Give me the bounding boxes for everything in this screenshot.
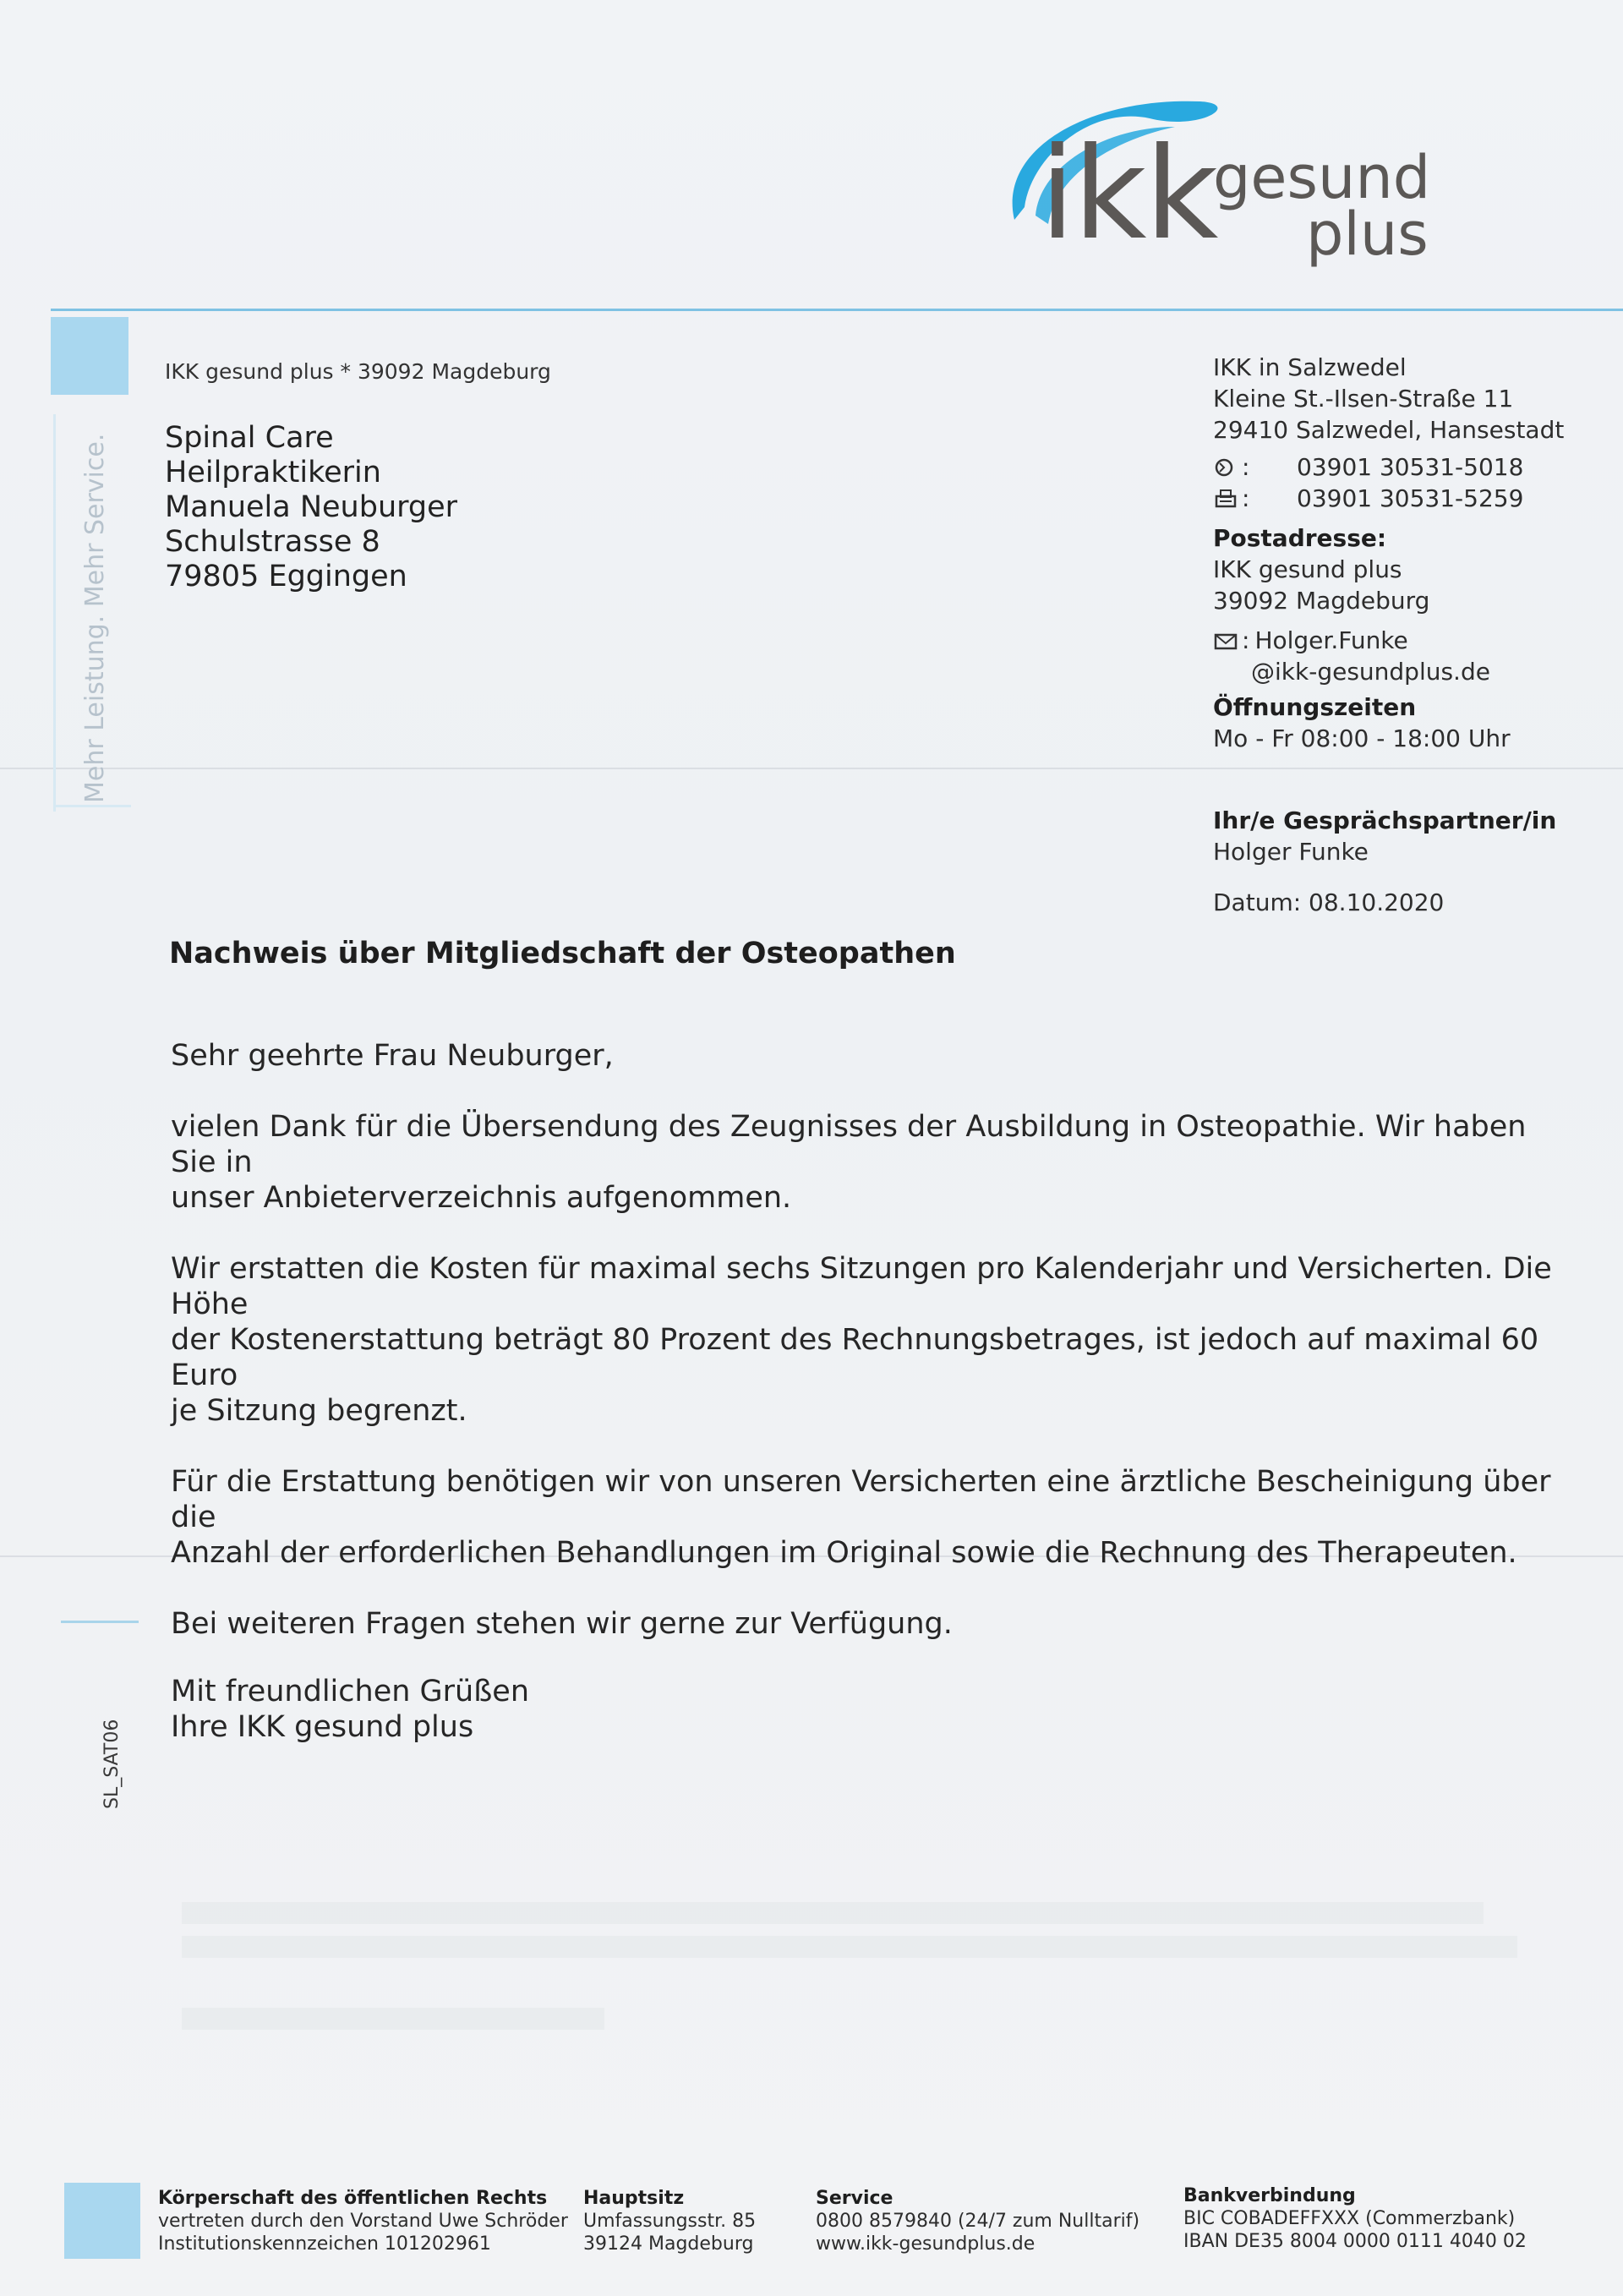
footer-line: Institutionskennzeichen 101202961 (158, 2233, 491, 2255)
footer-line: IBAN DE35 8004 0000 0111 4040 02 (1183, 2231, 1527, 2252)
letter-date: Datum: 08.10.2020 (1213, 888, 1445, 916)
hours-heading: Öffnungszeiten (1213, 693, 1417, 721)
salutation: Sehr geehrte Frau Neuburger, (171, 1039, 614, 1073)
body-line: Für die Erstattung benötigen wir von unseren Versicherten eine ärztliche Bescheinigung über die (171, 1465, 1551, 1534)
recipient-line: 79805 Eggingen (165, 560, 407, 593)
logo-ikk-text: ikk (1040, 121, 1217, 268)
postal-heading: Postadresse: (1213, 524, 1387, 552)
footer-line: 39124 Magdeburg (583, 2233, 754, 2255)
postal-line: IKK gesund plus (1213, 555, 1402, 583)
fax-icon (1213, 488, 1238, 510)
footer-line: Umfassungsstr. 85 (583, 2211, 757, 2232)
recipient-address (165, 421, 457, 594)
footer-heading: Hauptsitz (583, 2188, 685, 2209)
footer-legal (158, 2187, 568, 2255)
closing-line: Mit freundlichen Grüßen (171, 1675, 529, 1708)
closing-line: Ihre IKK gesund plus (171, 1710, 474, 1744)
sender-return-address: IKK gesund plus * 39092 Magdeburg (165, 359, 551, 384)
office-city: 29410 Salzwedel, Hansestadt (1213, 416, 1565, 444)
contact-name: Holger Funke (1213, 838, 1369, 866)
fax-row (1213, 483, 1602, 514)
header-accent-square (51, 317, 128, 395)
body-line: Wir erstatten die Kosten für maximal sechs Sitzungen pro Kalenderjahr und Versicherten. Die Höhe (171, 1252, 1552, 1321)
logo-gesund-text: gesund (1213, 143, 1431, 212)
office-street: Kleine St.-Ilsen-Straße 11 (1213, 385, 1514, 413)
header-rule (51, 309, 1623, 311)
body-line: je Sitzung begrenzt. (171, 1394, 467, 1428)
fax-number: 03901 30531-5259 (1297, 484, 1524, 512)
email-user: Holger.Funke (1254, 626, 1408, 654)
phone-row (1213, 451, 1602, 483)
form-code: SL_SAT06 (101, 1719, 123, 1809)
recipient-line: Schulstrasse 8 (165, 525, 380, 559)
phone-number: 03901 30531-5018 (1297, 453, 1524, 481)
recipient-line: Heilpraktikerin (165, 456, 381, 489)
footer-bank (1183, 2184, 1527, 2253)
recipient-line: Spinal Care (165, 421, 334, 455)
side-accent-line (53, 805, 131, 807)
letter-body (171, 1038, 1566, 1745)
footer-service (816, 2187, 1139, 2255)
phone-label: : (1242, 453, 1250, 481)
show-through-ghost (182, 1902, 1484, 1924)
contact-heading: Ihr/e Gesprächspartner/in (1213, 806, 1557, 834)
footer-heading: Service (816, 2188, 893, 2209)
side-accent-line (53, 414, 56, 812)
postal-line: 39092 Magdeburg (1213, 587, 1430, 615)
footer-headquarters (583, 2187, 756, 2255)
office-info (1213, 352, 1602, 918)
office-name: IKK in Salzwedel (1213, 353, 1407, 381)
recipient-line: Manuela Neuburger (165, 490, 458, 524)
footer-heading: Bankverbindung (1183, 2185, 1356, 2206)
footer-heading: Körperschaft des öffentlichen Rechts (158, 2188, 548, 2209)
footer-line: vertreten durch den Vorstand Uwe Schröder (158, 2211, 568, 2232)
fold-mark (61, 1621, 139, 1623)
footer-line: BIC COBADEFFXXX (Commerzbank) (1183, 2208, 1516, 2229)
show-through-ghost (182, 2008, 604, 2030)
email-icon (1213, 630, 1238, 652)
footer-accent-square (64, 2183, 140, 2259)
side-tagline: Mehr Leistung. Mehr Service. (80, 433, 110, 803)
body-line: Bei weiteren Fragen stehen wir gerne zur Verfügung. (171, 1607, 953, 1641)
show-through-ghost (182, 1936, 1517, 1958)
footer-line: 0800 8579840 (24/7 zum Nulltarif) (816, 2211, 1140, 2232)
logo-plus-text: plus (1306, 200, 1429, 269)
fax-label: : (1242, 484, 1250, 512)
opening-hours: Mo - Fr 08:00 - 18:00 Uhr (1213, 724, 1511, 752)
footer-website: www.ikk-gesundplus.de (816, 2233, 1036, 2255)
letter-subject: Nachweis über Mitgliedschaft der Osteopathen (169, 937, 956, 970)
phone-icon (1213, 456, 1238, 478)
body-line: der Kostenerstattung beträgt 80 Prozent des Rechnungsbetrages, ist jedoch auf maximal 60 Euro (171, 1323, 1539, 1392)
ikk-logo (989, 80, 1429, 283)
body-line: Anzahl der erforderlichen Behandlungen im Original sowie die Rechnung des Therapeuten. (171, 1536, 1517, 1570)
email-label: : (1242, 626, 1250, 654)
email-domain: @ikk-gesundplus.de (1251, 658, 1490, 686)
email-row (1213, 625, 1602, 656)
body-line: vielen Dank für die Übersendung des Zeugnisses der Ausbildung in Osteopathie. Wir haben Sie in (171, 1110, 1527, 1179)
body-line: unser Anbieterverzeichnis aufgenommen. (171, 1181, 792, 1215)
